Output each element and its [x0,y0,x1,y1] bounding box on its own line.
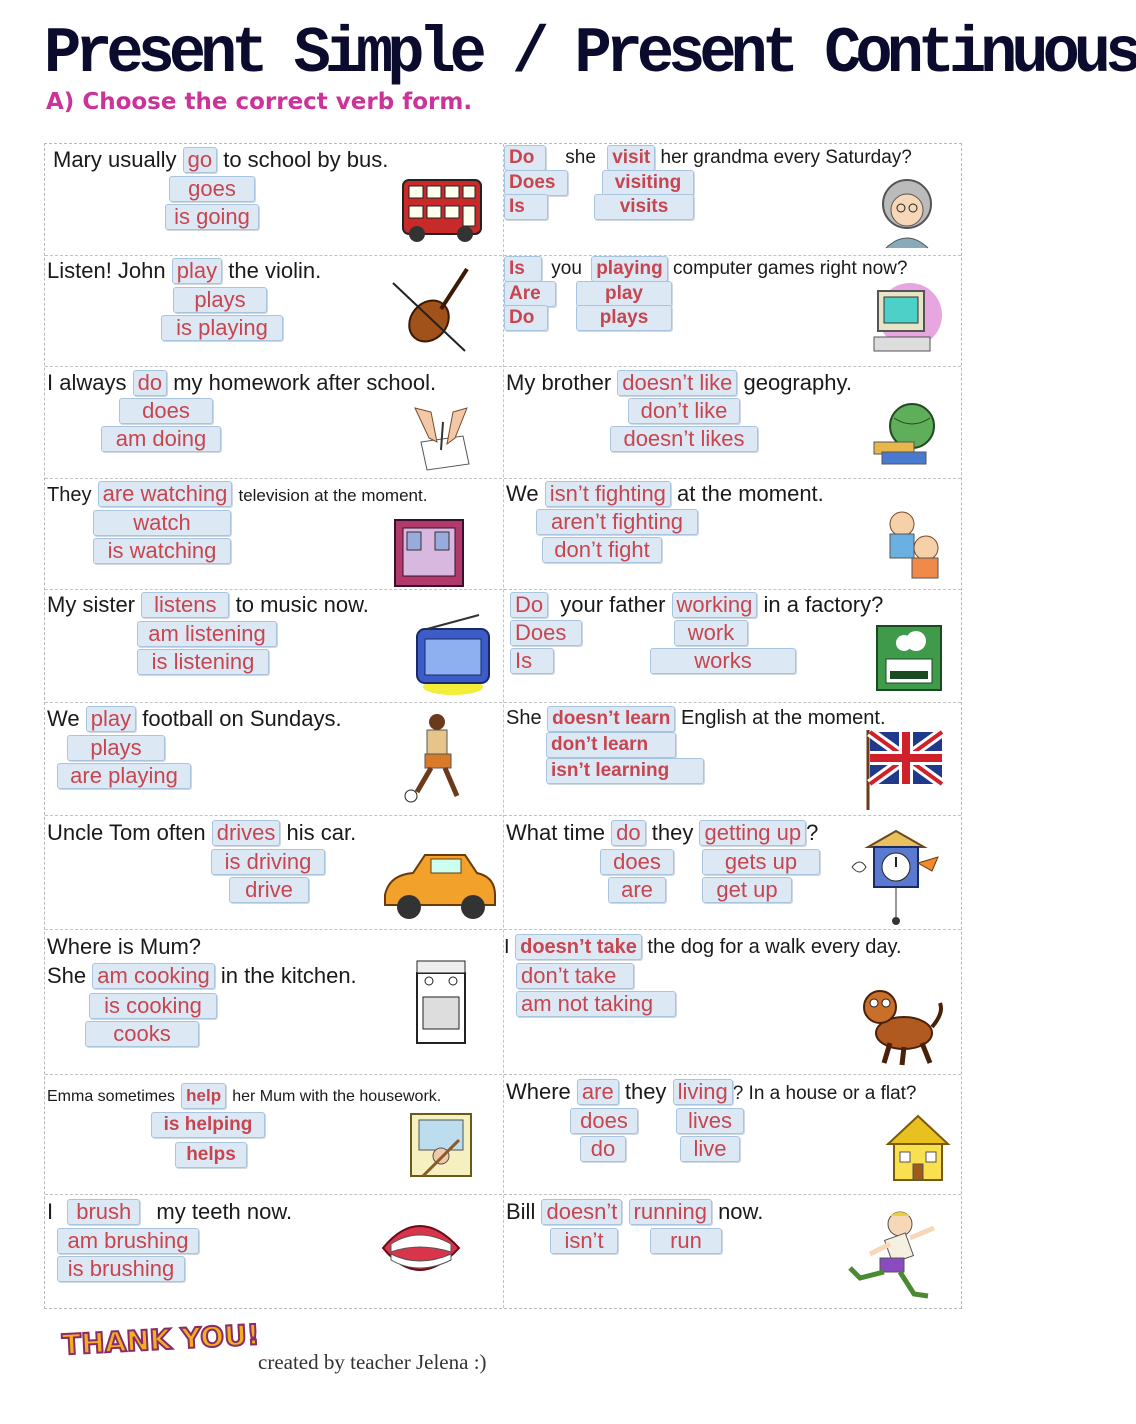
verb-option[interactable]: live [680,1136,740,1162]
verb-option[interactable]: is driving [211,849,325,875]
answer-box[interactable]: help [181,1083,226,1109]
verb-option[interactable]: get up [702,877,792,903]
verb-option[interactable]: are playing [57,763,191,789]
verb-option[interactable]: run [650,1228,722,1254]
sentence: She doesn’t learn English at the moment. [506,704,886,732]
answer-box[interactable]: do [133,370,167,396]
housework-icon [409,1110,473,1180]
verb-option[interactable]: doesn’t likes [610,426,758,452]
sentence: Mary usually go to school by bus. [53,147,389,172]
answer-box[interactable]: Is [504,256,542,282]
question-text: Where is Mum? [47,934,202,959]
answer-box[interactable]: doesn’t learn [547,706,675,732]
verb-option[interactable]: drive [229,877,309,903]
verb-option[interactable]: play [576,281,672,307]
verb-option[interactable]: is listening [137,649,269,675]
verb-option[interactable]: watch [93,510,231,536]
exercise-item [45,478,504,594]
exercise-item [45,589,504,705]
answer-box[interactable]: drives [212,820,281,846]
verb-option[interactable]: is helping [151,1112,265,1138]
answer-box[interactable]: working [672,592,758,618]
verb-option[interactable]: am listening [137,621,277,647]
exercise-item [45,815,504,931]
verb-option[interactable]: work [674,620,748,646]
verb-option[interactable]: am not taking [516,991,676,1017]
verb-option[interactable]: don’t fight [542,537,662,563]
answer-box[interactable]: brush [67,1199,140,1225]
verb-option[interactable]: plays [67,735,165,761]
exercise-item [504,478,963,594]
computer-icon [866,281,946,359]
answer-box[interactable]: isn’t fighting [545,481,671,507]
verb-option[interactable]: aren’t fighting [536,509,698,535]
verb-option[interactable]: visits [594,194,694,220]
sentence: My sister listens to music now. [47,592,369,617]
verb-option[interactable]: Is [510,648,554,674]
sentence: Where are they living ? In a house or a flat? [506,1079,917,1104]
writing-hands-icon [407,402,477,472]
answer-box[interactable]: are [577,1079,619,1105]
sentence: I always do my homework after school. [47,370,437,395]
radio-icon [409,611,495,697]
stove-icon [413,957,469,1047]
answer-box[interactable]: play [172,258,222,284]
sentence: My brother doesn’t like geography. [506,370,852,395]
verb-option[interactable]: gets up [702,849,820,875]
sentence: Uncle Tom often drives his car. [47,820,357,845]
fighting-kids-icon [876,508,948,584]
exercise-instruction: A) Choose the correct verb form. [46,89,473,115]
exercise-item [45,1074,504,1194]
exercise-item [45,929,504,1074]
verb-option[interactable]: are [608,877,666,903]
answer-box[interactable]: am cooking [92,963,215,989]
answer-box[interactable]: doesn’t like [617,370,737,396]
answer-box[interactable]: doesn’t [541,1199,622,1225]
verb-option[interactable]: helps [175,1142,247,1168]
teeth-icon [379,1214,463,1288]
verb-option[interactable]: don’t like [628,398,740,424]
exercise-item [504,144,963,260]
verb-option[interactable]: do [580,1136,626,1162]
exercise-item [45,702,504,818]
verb-option[interactable]: is playing [161,315,283,341]
cuckoo-clock-icon [848,827,948,927]
exercise-item [504,702,963,818]
sentence: What time do they getting up ? [506,820,819,845]
sentence: We isn’t fighting at the moment. [506,481,824,506]
answer-box[interactable]: are watching [98,481,233,507]
exercise-item [504,1074,963,1194]
verb-option[interactable]: don’t learn [546,732,676,758]
verb-option[interactable]: cooks [85,1021,199,1047]
verb-option[interactable]: is cooking [89,993,217,1019]
exercise-item [45,255,504,371]
verb-option[interactable]: isn’t [550,1228,618,1254]
globe-books-icon [872,400,944,466]
verb-option[interactable]: does [600,849,674,875]
exercise-item [504,929,963,1074]
exercise-item [45,144,504,260]
running-boy-icon [844,1208,944,1304]
answer-box[interactable]: Do [504,145,546,171]
verb-option[interactable]: is brushing [57,1256,185,1282]
sentence: Listen! John play the violin. [47,258,322,283]
sentence: We play football on Sundays. [47,706,342,731]
verb-option[interactable]: Does [504,170,568,196]
sentence: They are watching television at the moment. [47,481,428,506]
verb-option[interactable]: Is [504,194,548,220]
answer-box[interactable]: listens [141,592,229,618]
answer-box[interactable]: living [673,1079,733,1105]
verb-option[interactable]: is going [165,204,259,230]
answer-box[interactable]: playing [591,256,668,282]
sentence: I brush my teeth now. [47,1199,293,1224]
sentence: Bill doesn’t running now. [506,1199,764,1224]
exercise-item [504,255,963,371]
violin-icon [389,263,475,355]
thank-you-badge [58,1318,261,1362]
answer-box[interactable]: visit [607,145,655,171]
grandma-icon [876,174,938,248]
exercise-item [504,366,963,482]
page-title: Present Simple / Present Continuous [44,16,1136,91]
verb-option[interactable]: isn’t learning [546,758,704,784]
verb-option[interactable]: Are [504,281,556,307]
car-icon [379,845,499,927]
exercise-item [504,1194,963,1309]
factory-icon [876,625,942,691]
svg-text:THANK YOU!: THANK YOU! [61,1318,261,1362]
verb-option[interactable]: goes [169,176,255,202]
verb-option[interactable]: works [650,648,796,674]
verb-option[interactable]: am doing [101,426,221,452]
verb-option[interactable]: does [570,1108,638,1134]
verb-option[interactable]: does [119,398,213,424]
sentence: I doesn’t take the dog for a walk every day. [504,936,902,958]
house-icon [884,1110,952,1186]
answer-box[interactable]: play [86,706,136,732]
answer-box[interactable]: go [183,147,217,173]
exercise-item [504,589,963,705]
verb-option[interactable]: is watching [93,538,231,564]
verb-option[interactable]: don’t take [516,963,634,989]
exercise-item [504,815,963,931]
answer-box[interactable]: Do [510,592,548,618]
sentence: Emma sometimes help her Mum with the housework. [47,1080,441,1111]
verb-option[interactable]: visiting [602,170,694,196]
verb-option[interactable]: plays [576,305,672,331]
television-icon [393,518,465,588]
exercise-item [45,1194,504,1309]
football-player-icon [401,712,481,804]
dog-icon [854,977,944,1067]
exercise-grid [44,143,962,1309]
uk-flag-icon [864,726,946,810]
sentence: Do she visit her grandma every Saturday? [504,144,912,172]
answer-box[interactable]: getting up [699,820,806,846]
answer-box[interactable]: running [629,1199,712,1225]
exercise-item [45,366,504,482]
sentence: She am cooking in the kitchen. [47,963,357,988]
verb-option[interactable]: Do [504,305,548,331]
bus-icon [397,170,487,246]
sentence: Is you playing computer games right now? [504,255,907,283]
sentence: Do your father working in a factory? [510,591,883,619]
answer-box[interactable]: doesn’t take [515,934,642,960]
verb-option[interactable]: am brushing [57,1228,199,1254]
verb-option[interactable]: lives [676,1108,744,1134]
answer-box[interactable]: do [611,820,645,846]
credit-text: created by teacher Jelena :) [258,1350,487,1374]
verb-option[interactable]: Does [510,620,582,646]
verb-option[interactable]: plays [173,287,267,313]
